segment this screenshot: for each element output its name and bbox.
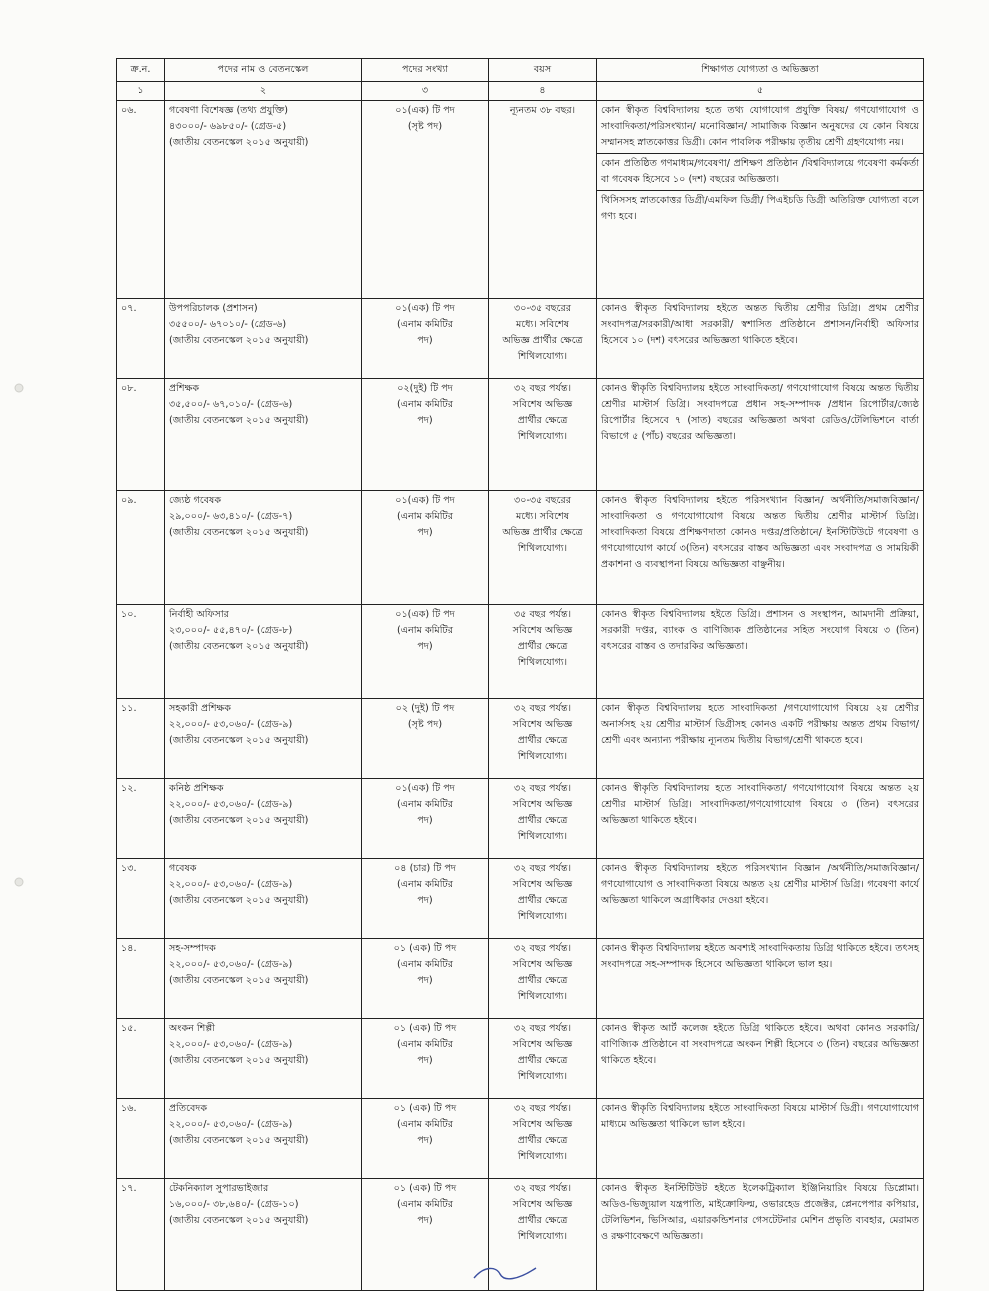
post-count-cell <box>362 699 489 779</box>
header-post-count: পদের সংখ্যা <box>362 59 489 82</box>
qualification-cell <box>597 491 924 605</box>
table-row <box>117 699 924 779</box>
post-count-line: পদ) <box>417 895 433 906</box>
table-row <box>117 1019 924 1099</box>
post-count-line: ০১(এক) টি পদ <box>395 783 455 794</box>
post-cell <box>165 1019 362 1099</box>
serial-cell: ০৮. <box>117 379 165 491</box>
age-line: প্রার্থীর ক্ষেত্রে <box>517 1135 568 1146</box>
age-line: ৩২ বছর পর্যন্ত। <box>513 703 572 714</box>
punch-hole-mark <box>14 378 24 388</box>
post-count-cell <box>362 379 489 491</box>
post-name: নির্বাহী অফিসার <box>169 609 229 620</box>
post-count-cell <box>362 1099 489 1179</box>
pay-range: ১৬,০০০/- ৩৮,৬৪০/- (গ্রেড-১০) <box>169 1199 299 1210</box>
post-count-line: পদ) <box>417 1135 433 1146</box>
age-line: সবিশেষ অভিজ্ঞ <box>512 959 573 970</box>
qualification-paragraph: কোন স্বীকৃত বিশ্ববিদ্যালয় হতে তথ্য যোগাযোগ প্রযুক্তি বিষয়/ গণযোগাযোগ ও সাংবাদিকতা/পরিসংখ্যান/ মনোবিজ্ঞান/ সামাজিক বিজ্ঞান অনুষদের যে কোন বিষয়ে সম্মানসহ স্নাতকোত্তর ডিগ্রী। কোন পাবলিক পরীক্ষায় তৃতীয় শ্রেণী গ্রহণযোগ্য নয়। <box>601 105 919 148</box>
age-line: ৩২ বছর পর্যন্ত। <box>513 943 572 954</box>
age-line: শিথিলযোগ্য। <box>517 431 568 442</box>
serial-cell: ১৩. <box>117 859 165 939</box>
signature-mark <box>470 1262 540 1280</box>
header-qualification: শিক্ষাগত যোগ্যতা ও অভিজ্ঞতা <box>597 59 924 82</box>
post-count-line: ০১ (এক) টি পদ <box>393 1023 457 1034</box>
post-count-cell <box>362 779 489 859</box>
qualification-paragraph: কোনও স্বীকৃত বিশ্ববিদ্যালয় হইতে অবশ্যই সাংবাদিকতায় ডিগ্রি থাকিতে হইবে। তৎসহ সংবাদপত্রে সহ-সম্পাদক হিসেবে অভিজ্ঞতা থাকিলে ভাল হয়। <box>601 943 919 970</box>
post-count-line: পদ) <box>417 527 433 538</box>
age-line: ৩২ বছর পর্যন্ত। <box>513 783 572 794</box>
post-count-line: ০১(এক) টি পদ <box>395 609 455 620</box>
age-line: ৩২ বছর পর্যন্ত। <box>513 1103 572 1114</box>
header-post-name: পদের নাম ও বেতনস্কেল <box>165 59 362 82</box>
qualification-paragraph: কোনও স্বীকৃতি বিশ্ববিদ্যালয় হতে সাংবাদিকতা/ গণযোগাযোগ বিষয়ে অন্তত ২য় শ্রেণীর মাস্টার্স ডিগ্রি। সাংবাদিকতা/গণযোগাযোগ বিষয়ে ৩ (তিন) বৎসরের অভিজ্ঞতা থাকিতে হইবে। <box>601 783 919 826</box>
age-line: ৩২ বছর পর্যন্ত। <box>513 1183 572 1194</box>
pay-range: ৪৩০০০/- ৬৯৮৫০/- (গ্রেড-৫) <box>169 121 287 132</box>
qualification-paragraph: কোনও স্বীকৃত বিশ্ববিদ্যালয় হইতে পরিসংখ্যান বিজ্ঞান /অর্থনীতি/সমাজবিজ্ঞান/ গণযোগাযোগ ও সাংবাদিকতা বিষয়ে অন্তত ২য় শ্রেণীর মাস্টার্স ডিগ্রি। গবেষণা কার্যে অভিজ্ঞতা থাকিলে অগ্রাধিকার দেওয়া হইবে। <box>601 863 919 906</box>
table-row <box>117 859 924 939</box>
post-name: গবেষণা বিশেষজ্ঞ (তথ্য প্রযুক্তি) <box>169 105 289 116</box>
post-count-cell <box>362 605 489 699</box>
qualification-cell <box>597 379 924 491</box>
post-name: গবেষক <box>169 863 197 874</box>
column-number-row <box>117 82 924 101</box>
age-line: প্রার্থীর ক্ষেত্রে <box>517 815 568 826</box>
age-cell <box>489 1019 597 1099</box>
pay-range: ২২,০০০/- ৫৩,০৬০/- (গ্রেড-৯) <box>169 1039 293 1050</box>
pay-scale-note: (জাতীয় বেতনস্কেল ২০১৫ অনুযায়ী) <box>169 735 309 746</box>
age-cell <box>489 859 597 939</box>
post-count-line: পদ) <box>417 815 433 826</box>
post-count-line: ০১(এক) টি পদ <box>395 105 455 116</box>
post-count-line: (এনাম কমিটির <box>397 1119 453 1130</box>
serial-cell: ০৬. <box>117 101 165 299</box>
column-number: ৩ <box>362 82 489 101</box>
post-count-line: ০১(এক) টি পদ <box>395 495 455 506</box>
age-cell <box>489 699 597 779</box>
table-row <box>117 779 924 859</box>
post-count-line: (এনাম কমিটির <box>397 511 453 522</box>
pay-range: ২২,০০০/- ৫৩,০৬০/- (গ্রেড-৯) <box>169 1119 293 1130</box>
age-cell <box>489 379 597 491</box>
post-name: প্রশিক্ষক <box>169 383 200 394</box>
header-age: বয়স <box>489 59 597 82</box>
qualification-paragraph: কোনও স্বীকৃতি বিশ্ববিদ্যালয় হইতে সাংবাদিকতা/ গণযোগাযোগ বিষয়ে অন্তত দ্বিতীয় শ্রেণীর মাস্টার্স ডিগ্রি। সংবাদপত্রে প্রধান সহ-সম্পাদক /প্রধান রিপোর্টার/জ্যেষ্ঠ রিপোর্টার হিসেবে ৭ (সাত) বছরের অভিজ্ঞতা অথবা রেডিও/টেলিভিশনে বার্তা বিভাগে ৫ (পাঁচ) বছরের অভিজ্ঞতা। <box>601 383 919 442</box>
qualification-cell <box>597 605 924 699</box>
post-count-line: (এনাম কমিটির <box>397 319 453 330</box>
pay-range: ২২,০০০/- ৫৩,০৬০/- (গ্রেড-৯) <box>169 879 293 890</box>
qualification-paragraph: কোন প্রতিষ্ঠিত গণমাধ্যম/গবেষণা/ প্রশিক্ষণ প্রতিষ্ঠান /বিশ্ববিদ্যালয়ে গবেষণা কর্মকর্তা বা গবেষক হিসেবে ১০ (দশ) বছরের অভিজ্ঞতা। <box>597 153 923 188</box>
pay-scale-note: (জাতীয় বেতনস্কেল ২০১৫ অনুযায়ী) <box>169 1135 309 1146</box>
post-count-cell <box>362 491 489 605</box>
post-count-cell <box>362 299 489 379</box>
age-line: শিথিলযোগ্য। <box>517 657 568 668</box>
age-line: ন্যূনতম ৩৮ বছর। <box>509 105 576 116</box>
age-line: প্রার্থীর ক্ষেত্রে <box>517 735 568 746</box>
post-cell <box>165 101 362 299</box>
post-name: জ্যেষ্ঠ গবেষক <box>169 495 222 506</box>
post-name: টেকনিক্যাল সুপারভাইজার <box>169 1183 269 1194</box>
column-number: ৫ <box>597 82 924 101</box>
pay-range: ২২,০০০/- ৫৩,০৬০/- (গ্রেড-৯) <box>169 719 293 730</box>
age-line: প্রার্থীর ক্ষেত্রে <box>517 1055 568 1066</box>
post-cell <box>165 699 362 779</box>
pay-scale-note: (জাতীয় বেতনস্কেল ২০১৫ অনুযায়ী) <box>169 137 309 148</box>
age-line: প্রার্থীর ক্ষেত্রে <box>517 895 568 906</box>
pay-scale-note: (জাতীয় বেতনস্কেল ২০১৫ অনুযায়ী) <box>169 335 309 346</box>
qualification-paragraph: কোনও স্বীকৃত বিশ্ববিদ্যালয় হইতে ডিগ্রি। প্রশাসন ও সংস্থাপন, আমদানী প্রক্রিয়া, সরকারী দপ্তর, ব্যাংক ও বাণিজ্যিক প্রতিষ্ঠানের সহিত সংযোগ বিষয়ে ৩ (তিন) বৎসরের বাস্তব ও তদারকির অভিজ্ঞতা। <box>601 609 919 652</box>
post-cell <box>165 779 362 859</box>
qualification-paragraph: কোনও স্বীকৃত বিশ্ববিদ্যালয় হইতে অন্তত দ্বিতীয় শ্রেণীর ডিগ্রি। প্রথম শ্রেণীর সংবাদপত্র/সরকারী/আধা সরকারী/ স্বশাসিত প্রতিষ্ঠানে প্রশাসন/নির্বাহী অফিসার হিসেবে ১০ (দশ) বৎসরের অভিজ্ঞতা থাকিতে হইবে। <box>601 303 919 346</box>
age-line: প্রার্থীর ক্ষেত্রে <box>517 1215 568 1226</box>
qualification-paragraph: কোনও স্বীকৃত আর্ট কলেজ হইতে ডিগ্রি থাকিতে হইবে। অথবা কোনও সরকারি/বাণিজ্যিক প্রতিষ্ঠানে বা সংবাদপত্রে অংকন শিল্পী হিসেবে ৩ (তিন) বছরের অভিজ্ঞতা থাকিতে হইবে। <box>601 1023 919 1066</box>
post-count-line: ০১(এক) টি পদ <box>395 303 455 314</box>
age-line: শিথিলযোগ্য। <box>517 911 568 922</box>
post-count-line: ০১ (এক) টি পদ <box>393 1103 457 1114</box>
post-name: সহকারী প্রশিক্ষক <box>169 703 232 714</box>
age-line: শিথিলযোগ্য। <box>517 543 568 554</box>
post-count-line: পদ) <box>417 1055 433 1066</box>
age-line: সবিশেষ অভিজ্ঞ <box>512 1119 573 1130</box>
post-cell <box>165 491 362 605</box>
qualification-cell <box>597 1179 924 1291</box>
post-cell <box>165 605 362 699</box>
post-count-line: ০৪ (চার) টি পদ <box>394 863 456 874</box>
age-line: ৩০-৩৫ বছরের <box>513 303 571 314</box>
serial-cell: ১৪. <box>117 939 165 1019</box>
post-count-cell <box>362 101 489 299</box>
qualification-cell <box>597 699 924 779</box>
qualification-cell <box>597 859 924 939</box>
age-line: প্রার্থীর ক্ষেত্রে <box>517 415 568 426</box>
serial-cell: ১২. <box>117 779 165 859</box>
post-count-line: (এনাম কমিটির <box>397 959 453 970</box>
post-cell <box>165 299 362 379</box>
pay-scale-note: (জাতীয় বেতনস্কেল ২০১৫ অনুযায়ী) <box>169 1215 309 1226</box>
table-body <box>117 101 924 1291</box>
pay-scale-note: (জাতীয় বেতনস্কেল ২০১৫ অনুযায়ী) <box>169 641 309 652</box>
post-name: সহ-সম্পাদক <box>169 943 216 954</box>
serial-cell: ১০. <box>117 605 165 699</box>
pay-range: ২৩,০০০/- ৫৫,৪৭০/- (গ্রেড-৮) <box>169 625 293 636</box>
serial-cell: ০৭. <box>117 299 165 379</box>
age-line: শিথিলযোগ্য। <box>517 351 568 362</box>
qualification-paragraph: কোনও স্বীকৃত ইনস্টিটিউট হইতে ইলেকট্রিক্যাল ইঞ্জিনিয়ারিং বিষয়ে ডিপ্লোমা। অডিও-ভিজ্যুয়াল যন্ত্রপাতি, মাইক্রোফিল্ম, ওভারহেড প্রজেক্টর, প্লেনপেপার কপিয়ার, টেলিভিশন, ভিসিআর, এয়ারকন্ডিশনার গেসটেটনার মেশিন প্রভৃতি ব্যবহার, মেরামত ও রক্ষণাবেক্ষণে অভিজ্ঞতা। <box>601 1183 919 1242</box>
column-number: ২ <box>165 82 362 101</box>
age-line: শিথিলযোগ্য। <box>517 1071 568 1082</box>
age-cell <box>489 779 597 859</box>
post-cell <box>165 939 362 1019</box>
post-count-cell <box>362 1019 489 1099</box>
age-line: শিথিলযোগ্য। <box>517 1231 568 1242</box>
qualification-paragraph: কোনও স্বীকৃত বিশ্ববিদ্যালয় হইতে পরিসংখ্যান বিজ্ঞান/ অর্থনীতি/সমাজবিজ্ঞান/ সাংবাদিকতা ও গণযোগাযোগ বিষয়ে অন্তত দ্বিতীয় শ্রেণীর মাস্টার্স ডিগ্রি। সাংবাদিকতা বিষয়ে প্রশিক্ষণদাতা কোনও দপ্তর/প্রতিষ্ঠানে/ ইনস্টিটিউটে গবেষণা ও গণযোগাযোগ কার্যে ৩(তিন) বৎসরের বাস্তব অভিজ্ঞতা এবং সংবাদপত্র ও সাময়িকী প্রকাশনা ও ব্যবস্থাপনা বিষয়ে অভিজ্ঞতা বাঞ্ছনীয়। <box>601 495 919 570</box>
post-count-line: (সৃষ্ট পদ) <box>407 719 443 730</box>
table-row <box>117 605 924 699</box>
post-cell <box>165 379 362 491</box>
age-line: শিথিলযোগ্য। <box>517 831 568 842</box>
age-line: ৩২ বছর পর্যন্ত। <box>513 1023 572 1034</box>
qualification-cell <box>597 779 924 859</box>
qualification-paragraph: কোন স্বীকৃত বিশ্ববিদ্যালয় হতে সাংবাদিকতা /গণযোগাযোগ বিষয়ে ২য় শ্রেণীর অনার্সসহ ২য় শ্রেণীর মাস্টার্স ডিগ্রীসহ কোনও একটি পরীক্ষায় অন্তত প্রথম বিভাগ/শ্রেণী এবং অন্যান্য পরীক্ষায় ন্যূনতম দ্বিতীয় বিভাগ/শ্রেণী থাকতে হবে। <box>601 703 919 746</box>
post-count-line: ০২(দুই) টি পদ <box>397 383 453 394</box>
pay-scale-note: (জাতীয় বেতনস্কেল ২০১৫ অনুযায়ী) <box>169 815 309 826</box>
post-name: প্রতিবেদক <box>169 1103 208 1114</box>
punch-hole-mark <box>14 872 24 882</box>
pay-scale-note: (জাতীয় বেতনস্কেল ২০১৫ অনুযায়ী) <box>169 415 309 426</box>
age-cell <box>489 605 597 699</box>
qualification-cell <box>597 1019 924 1099</box>
post-name: কনিষ্ঠ প্রশিক্ষক <box>169 783 224 794</box>
age-line: প্রার্থীর ক্ষেত্রে <box>517 975 568 986</box>
age-line: অভিজ্ঞ প্রার্থীর ক্ষেত্রে <box>502 335 583 346</box>
post-count-line: পদ) <box>417 415 433 426</box>
pay-scale-note: (জাতীয় বেতনস্কেল ২০১৫ অনুযায়ী) <box>169 527 309 538</box>
header-serial: ক্র.ন. <box>117 59 165 82</box>
age-line: সবিশেষ অভিজ্ঞ <box>512 399 573 410</box>
age-line: সবিশেষ অভিজ্ঞ <box>512 719 573 730</box>
pay-range: ২২,০০০/- ৫৩,০৬০/- (গ্রেড-৯) <box>169 959 293 970</box>
post-count-cell <box>362 859 489 939</box>
table-row <box>117 491 924 605</box>
age-line: সবিশেষ অভিজ্ঞ <box>512 879 573 890</box>
pay-range: ৩৫৫০০/- ৬৭০১০/- (গ্রেড-৬) <box>169 319 287 330</box>
serial-cell: ১৬. <box>117 1099 165 1179</box>
age-line: সবিশেষ অভিজ্ঞ <box>512 625 573 636</box>
table-row <box>117 379 924 491</box>
post-count-line: (সৃষ্ট পদ) <box>407 121 443 132</box>
post-count-line: পদ) <box>417 335 433 346</box>
age-line: সবিশেষ অভিজ্ঞ <box>512 799 573 810</box>
post-count-line: (এনাম কমিটির <box>397 399 453 410</box>
age-line: সবিশেষ অভিজ্ঞ <box>512 1039 573 1050</box>
pay-scale-note: (জাতীয় বেতনস্কেল ২০১৫ অনুযায়ী) <box>169 975 309 986</box>
age-line: প্রার্থীর ক্ষেত্রে <box>517 641 568 652</box>
post-cell <box>165 859 362 939</box>
table-row <box>117 1099 924 1179</box>
column-number: ৪ <box>489 82 597 101</box>
serial-cell: ১৭. <box>117 1179 165 1291</box>
table-row <box>117 101 924 299</box>
serial-cell: ১৫. <box>117 1019 165 1099</box>
age-line: শিথিলযোগ্য। <box>517 1151 568 1162</box>
post-cell <box>165 1099 362 1179</box>
post-count-line: ০২ (দুই) টি পদ <box>395 703 455 714</box>
age-cell <box>489 299 597 379</box>
qualification-paragraph: থিসিসসহ স্নাতকোত্তর ডিগ্রী/এমফিল ডিগ্রী/ পিএইচডি ডিগ্রী অতিরিক্ত যোগ্যতা বলে গণ্য হবে। <box>597 190 923 225</box>
job-posts-table <box>116 58 924 1291</box>
age-line: ৩২ বছর পর্যন্ত। <box>513 863 572 874</box>
age-line: ৩০-৩৫ বছরের <box>513 495 571 506</box>
post-count-line: (এনাম কমিটির <box>397 799 453 810</box>
qualification-cell <box>597 939 924 1019</box>
qualification-cell <box>597 1099 924 1179</box>
age-line: ৩২ বছর পর্যন্ত। <box>513 383 572 394</box>
post-count-line: (এনাম কমিটির <box>397 879 453 890</box>
post-count-line: (এনাম কমিটির <box>397 1039 453 1050</box>
age-cell <box>489 101 597 299</box>
qualification-cell <box>597 299 924 379</box>
table-header-row <box>117 59 924 82</box>
age-cell <box>489 939 597 1019</box>
column-number: ১ <box>117 82 165 101</box>
age-line: সবিশেষ অভিজ্ঞ <box>512 1199 573 1210</box>
post-count-cell <box>362 939 489 1019</box>
pay-range: ৩৫,৫০০/- ৬৭,০১০/- (গ্রেড-৬) <box>169 399 293 410</box>
serial-cell: ০৯. <box>117 491 165 605</box>
table-row <box>117 939 924 1019</box>
age-line: শিথিলযোগ্য। <box>517 751 568 762</box>
post-name: উপপরিচালক (প্রশাসন) <box>169 303 258 314</box>
post-count-line: পদ) <box>417 641 433 652</box>
post-count-line: পদ) <box>417 975 433 986</box>
post-count-line: ০১ (এক) টি পদ <box>393 1183 457 1194</box>
qualification-paragraph: কোনও স্বীকৃতি বিশ্ববিদ্যালয় হইতে সাংবাদিকতা বিষয়ে মাস্টার্স ডিগ্রী। গণযোগাযোগ মাধ্যমে অভিজ্ঞতা থাকিলে ভাল হইবে। <box>601 1103 919 1130</box>
age-line: মধ্যে। সবিশেষ <box>515 511 570 522</box>
age-line: শিথিলযোগ্য। <box>517 991 568 1002</box>
post-count-line: (এনাম কমিটির <box>397 1199 453 1210</box>
table-row <box>117 299 924 379</box>
post-count-line: (এনাম কমিটির <box>397 625 453 636</box>
qualification-cell <box>597 101 924 299</box>
pay-scale-note: (জাতীয় বেতনস্কেল ২০১৫ অনুযায়ী) <box>169 1055 309 1066</box>
pay-range: ২২,০০০/- ৫৩,০৬০/- (গ্রেড-৯) <box>169 799 293 810</box>
age-line: মধ্যে। সবিশেষ <box>515 319 570 330</box>
post-cell <box>165 1179 362 1291</box>
pay-range: ২৯,০০০/- ৬৩,৪১০/- (গ্রেড-৭) <box>169 511 293 522</box>
post-name: অংকন শিল্পী <box>169 1023 215 1034</box>
pay-scale-note: (জাতীয় বেতনস্কেল ২০১৫ অনুযায়ী) <box>169 895 309 906</box>
post-count-line: পদ) <box>417 1215 433 1226</box>
age-cell <box>489 1099 597 1179</box>
serial-cell: ১১. <box>117 699 165 779</box>
age-line: ৩৫ বছর পর্যন্ত। <box>513 609 572 620</box>
age-line: অভিজ্ঞ প্রার্থীর ক্ষেত্রে <box>502 527 583 538</box>
age-cell <box>489 491 597 605</box>
post-count-line: ০১ (এক) টি পদ <box>393 943 457 954</box>
